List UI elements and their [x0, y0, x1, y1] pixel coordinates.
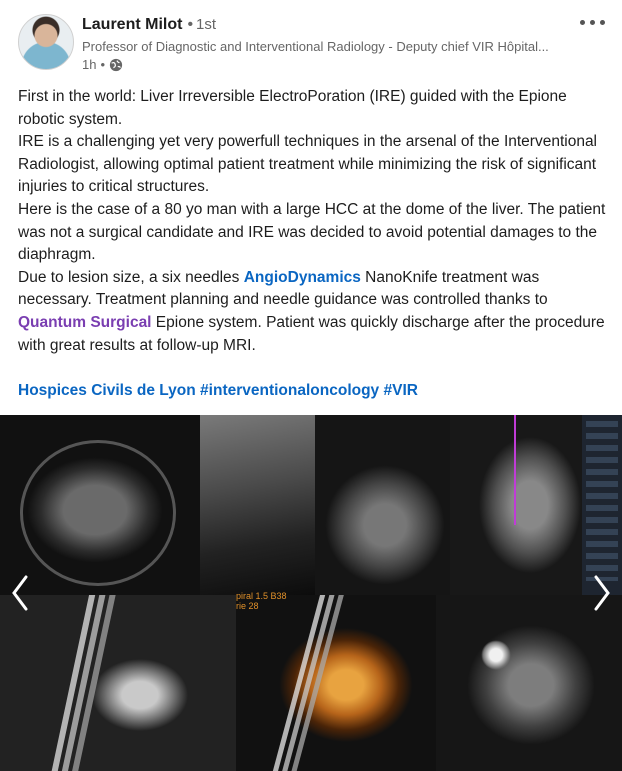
chevron-right-icon[interactable] [588, 573, 616, 613]
more-options-icon[interactable] [580, 12, 606, 32]
ct-coronal-image [200, 415, 315, 595]
mri-followup-image [436, 595, 622, 771]
post-header [0, 0, 622, 80]
separator-dot: • [100, 57, 106, 72]
post-paragraph-3: Here is the case of a 80 yo man with a large HCC at the dome of the liver. The patient was not a surgical candidate and IRE was decided to avoid potential damages to the diaphragm. [18, 200, 606, 264]
post-paragraph-1: First in the world: Liver Irreversible ElectroPoration (IRE) guided with the Epione robotic system. [18, 88, 567, 128]
overlay-line-1: piral 1.5 B38 [236, 591, 287, 601]
image-carousel[interactable] [0, 415, 622, 771]
p4-post: Epione system. Patient was quickly discharge after the procedure with great results at follow-up MRI. [18, 313, 605, 354]
author-headline: Professor of Diagnostic and Interventional Radiology - Deputy chief VIR Hôpital... [82, 39, 549, 54]
post-meta [82, 57, 123, 72]
post-tags [18, 380, 608, 403]
scan-overlay-text [236, 591, 287, 611]
author-name[interactable]: Laurent Milot [82, 16, 183, 33]
volume-render-image [236, 595, 436, 771]
author-line [82, 16, 216, 34]
mention-angiodynamics[interactable]: AngioDynamics [243, 268, 361, 286]
p4-mid: NanoKnife treatment was necessary. Treatment planning and needle guidance was controlled thanks to [18, 268, 548, 309]
post-paragraph-2: IRE is a challenging yet very powerfull techniques in the arsenal of the Interventional Radiologist, allowing optimal patient treatment while minimizing the risk of significant injuries to critical structures. [18, 133, 598, 196]
avatar[interactable] [18, 14, 74, 70]
ct-planning-image [450, 415, 582, 595]
globe-icon [109, 58, 123, 72]
needle-render-image [0, 595, 236, 771]
post-body [18, 86, 608, 402]
connection-degree: 1st [196, 16, 217, 33]
planning-software-sidebar [582, 415, 622, 595]
post-time: 1h [82, 57, 97, 72]
ct-axial-image [0, 415, 200, 595]
hashtag-vir[interactable]: #VIR [383, 381, 418, 399]
mention-quantum-surgical[interactable]: Quantum Surgical [18, 313, 152, 331]
p4-pre: Due to lesion size, a six needles [18, 268, 244, 286]
overlay-line-2: rie 28 [236, 601, 259, 611]
hashtag-interventionaloncology[interactable]: #interventionaloncology [200, 381, 380, 399]
post-paragraph-4 [18, 267, 608, 357]
tag-hospices-civils[interactable]: Hospices Civils de Lyon [18, 381, 196, 399]
chevron-left-icon[interactable] [6, 573, 34, 613]
ct-oblique-image [315, 415, 450, 595]
separator-dot: • [187, 16, 194, 33]
